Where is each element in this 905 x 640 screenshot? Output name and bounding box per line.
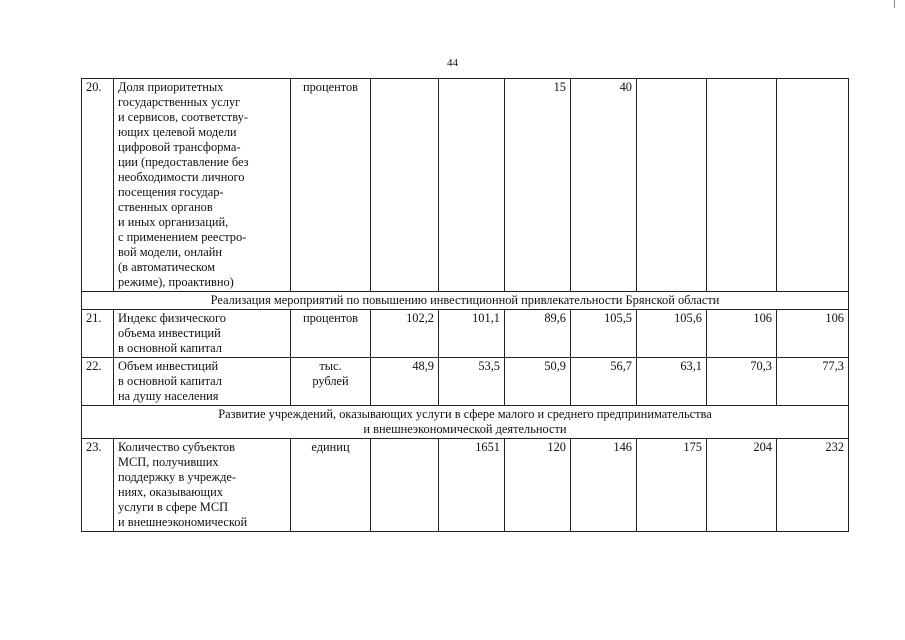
value-cell: 232 <box>777 439 849 532</box>
value-cell: 105,6 <box>637 310 707 358</box>
unit-of-measure <box>291 310 371 358</box>
table-row <box>82 79 849 292</box>
value-cell <box>637 79 707 292</box>
indicator-name-line: государственных услуг <box>118 95 241 109</box>
indicator-name-line: услуги в сфере МСП <box>118 500 229 514</box>
unit-of-measure <box>291 439 371 532</box>
row-number: 22. <box>82 358 114 406</box>
value-cell: 102,2 <box>371 310 439 358</box>
indicators-table <box>81 78 849 532</box>
value-cell: 48,9 <box>371 358 439 406</box>
value-cell: 50,9 <box>505 358 571 406</box>
indicator-name-line: в основной капитал <box>118 374 222 388</box>
indicator-name-line: и сервисов, соответству- <box>118 110 248 124</box>
indicator-name-line: ции (предоставление без <box>118 155 249 169</box>
value-cell: 63,1 <box>637 358 707 406</box>
indicator-name <box>114 439 291 532</box>
unit-of-measure <box>291 79 371 292</box>
section-title-line: и внешнеэкономической деятельности <box>363 422 567 436</box>
unit-line: тыс. <box>319 359 342 373</box>
indicator-name-line: цифровой трансформа- <box>118 140 241 154</box>
unit-line: процентов <box>302 311 359 325</box>
value-cell: 105,5 <box>571 310 637 358</box>
indicator-name-line: ющих целевой модели <box>118 125 237 139</box>
value-cell <box>707 79 777 292</box>
value-cell: 70,3 <box>707 358 777 406</box>
indicator-name-line: ниях, оказывающих <box>118 485 223 499</box>
indicator-name-line: объема инвестиций <box>118 326 221 340</box>
indicator-name-line: ственных органов <box>118 200 213 214</box>
value-cell: 175 <box>637 439 707 532</box>
section-title <box>82 406 849 439</box>
value-cell <box>439 79 505 292</box>
unit-line: рублей <box>312 374 349 388</box>
value-cell: 89,6 <box>505 310 571 358</box>
value-cell: 120 <box>505 439 571 532</box>
value-cell: 53,5 <box>439 358 505 406</box>
value-cell: 1651 <box>439 439 505 532</box>
indicator-name <box>114 358 291 406</box>
indicator-name-line: необходимости личного <box>118 170 245 184</box>
section-title-line: Реализация мероприятий по повышению инвестиционной привлекательности Брянской области <box>210 293 720 307</box>
scan-artifact <box>894 0 895 8</box>
indicator-name-line: на душу населения <box>118 389 219 403</box>
section-header-row <box>82 292 849 310</box>
indicator-name-line: Доля приоритетных <box>118 80 224 94</box>
value-cell: 204 <box>707 439 777 532</box>
indicator-name-line: и внешнеэкономической <box>118 515 248 529</box>
indicator-name-line: посещения государ- <box>118 185 224 199</box>
indicator-name-line: режиме), проактивно) <box>118 275 234 289</box>
section-title-line: Развитие учреждений, оказывающих услуги в сфере малого и среднего предпринимательства <box>218 407 712 421</box>
page-number: 44 <box>447 57 458 69</box>
section-header-row <box>82 406 849 439</box>
unit-of-measure <box>291 358 371 406</box>
indicator-name <box>114 79 291 292</box>
indicator-name <box>114 310 291 358</box>
unit-line: процентов <box>302 80 359 94</box>
row-number: 20. <box>82 79 114 292</box>
indicator-name-line: Количество субъектов <box>118 440 235 454</box>
value-cell: 15 <box>505 79 571 292</box>
value-cell: 40 <box>571 79 637 292</box>
value-cell: 106 <box>707 310 777 358</box>
value-cell: 56,7 <box>571 358 637 406</box>
indicator-name-line: МСП, получивших <box>118 455 219 469</box>
indicator-name-line: вой модели, онлайн <box>118 245 222 259</box>
unit-line: единиц <box>311 440 350 454</box>
value-cell: 106 <box>777 310 849 358</box>
indicator-name-line: Объем инвестиций <box>118 359 219 373</box>
value-cell: 101,1 <box>439 310 505 358</box>
indicator-name-line: и иных организаций, <box>118 215 229 229</box>
value-cell <box>371 439 439 532</box>
row-number: 23. <box>82 439 114 532</box>
indicator-name-line: (в автоматическом <box>118 260 216 274</box>
value-cell <box>777 79 849 292</box>
indicator-name-line: в основной капитал <box>118 341 222 355</box>
value-cell: 77,3 <box>777 358 849 406</box>
indicator-name-line: с применением реестро- <box>118 230 247 244</box>
indicator-name-line: Индекс физического <box>118 311 226 325</box>
value-cell <box>371 79 439 292</box>
table-row <box>82 358 849 406</box>
table-row <box>82 310 849 358</box>
value-cell: 146 <box>571 439 637 532</box>
indicator-name-line: поддержку в учрежде- <box>118 470 237 484</box>
row-number: 21. <box>82 310 114 358</box>
table-row <box>82 439 849 532</box>
section-title <box>82 292 849 310</box>
